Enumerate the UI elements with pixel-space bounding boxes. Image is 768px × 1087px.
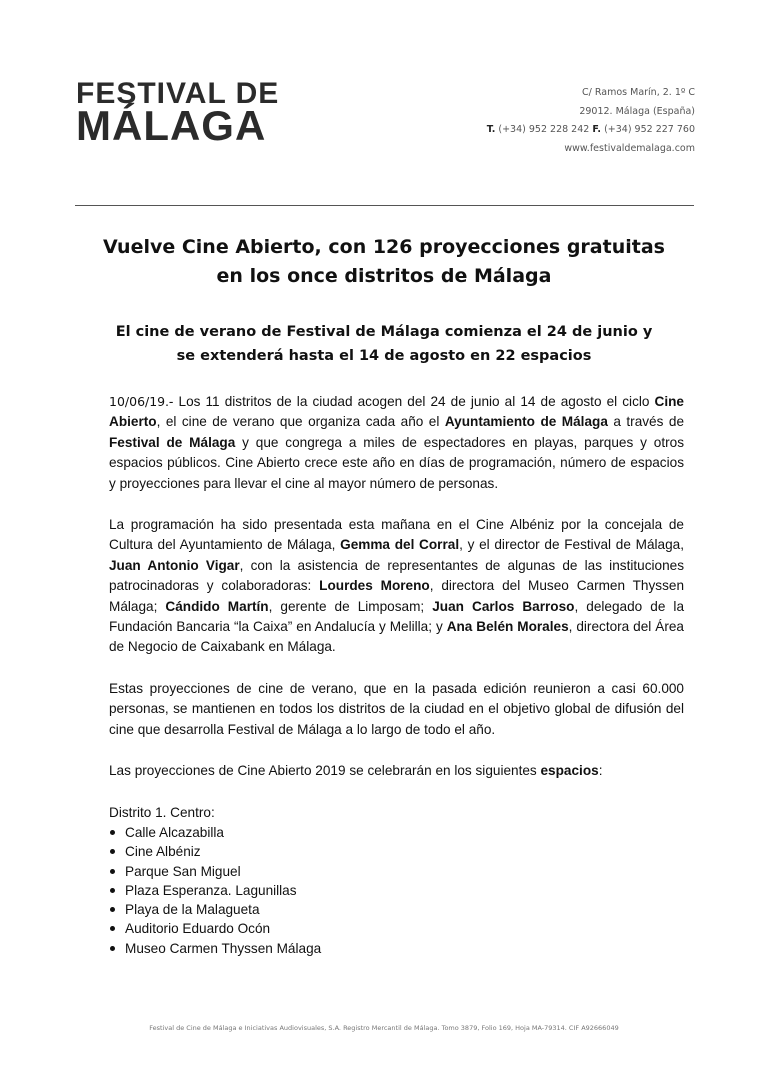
paragraph-4 [109,761,684,781]
text: .- Los 11 distritos de la ciudad acogen del 24 de junio al 14 de agosto el ciclo [165,394,655,409]
district-heading: Distrito 1. Centro: [109,804,215,820]
bold-text: Juan Carlos Barroso [432,598,575,614]
text: , con la asistencia de representantes de algunas de las instituciones patrocinadoras y colaboradoras: [109,557,684,594]
text: y que congrega a miles de espectadores en playas, parques y otros espacios públicos. Cine Abierto crece este año en días de programación, número de espacios y proyecciones para llevar el cine al mayor número de personas. [109,434,684,491]
venue: Auditorio Eduardo Ocón [125,921,271,937]
venue: Museo Carmen Thyssen Málaga [125,940,322,956]
list-item [109,842,684,861]
bold-text: Ayuntamiento de Málaga [444,414,608,430]
venue: Plaza Esperanza. Lagunillas [125,882,297,898]
text: : [598,763,603,779]
list-item [109,823,684,842]
bullet-icon [110,907,115,912]
text: , y el director de Festival de Málaga, [459,537,684,553]
address: C/ Ramos Marín, 2. 1º C [582,87,695,98]
phone-label: T. [486,124,496,135]
list-item [109,862,684,881]
fax: (+34) 952 227 760 [604,124,695,135]
text: , directora del Museo Carmen Thyssen Málaga; [109,578,685,614]
phone: (+34) 952 228 242 [498,124,590,135]
list-item [109,881,684,900]
logo-line-2: MÁLAGA [76,102,267,149]
bullet-icon [110,926,115,931]
logo-line-1: FESTIVAL DE [76,77,280,110]
paragraph-3: Estas proyecciones de cine de verano, que en la pasada edición reunieron a casi 60.000 personas, se mantienen en todos los distritos de la ciudad en el objetivo global de difusión del cine que desarrolla Festival de Málaga a lo largo de todo el año. [109,680,684,737]
paragraph-2 [109,515,684,658]
bold-text: Ana Belén Morales [446,619,569,635]
bullet-icon [110,849,115,854]
text: , directora del Área de Negocio de Caixabank en Málaga. [109,619,684,655]
bold-text: Juan Antonio Vigar [109,557,240,573]
venue: Calle Alcazabilla [125,824,224,840]
text: , el cine de verano que organiza cada año el [156,414,445,430]
website-link[interactable]: www.festivaldemalaga.com [564,142,695,154]
bold-text: Festival de Málaga [109,434,236,450]
bold-text: Cine Abierto [109,394,684,430]
bold-text: Cándido Martín [165,598,269,614]
text: a través de [607,414,685,430]
fax-label: F. [592,124,602,135]
venue-list [109,823,684,958]
festival-logo [76,77,280,149]
bold-text: Lourdes Moreno [319,578,430,594]
venue: Cine Albéniz [125,844,201,860]
bold-text: Gemma del Corral [340,537,460,553]
bullet-icon [110,869,115,874]
venue: Parque San Miguel [125,863,241,879]
list-item [109,939,684,958]
press-date: 10/06/19 [109,394,166,409]
bullet-icon [110,946,115,951]
legal-footer: Festival de Cine de Málaga e Iniciativas Audiovisuales, S.A. Registro Mercantil de Málaga. Tomo 3879, Folio 169, Hoja MA-79314. CIF A92666049 [149,1024,619,1032]
list-item [109,900,684,919]
bullet-icon [110,830,115,835]
header-divider [75,205,694,206]
contact-block [487,84,695,158]
venue: Playa de la Malagueta [125,902,260,918]
bold-text: espacios [540,763,599,779]
text: , delegado de la Fundación Bancaria “la Caixa” en Andalucía y Melilla; y [109,598,684,635]
text: , gerente de Limposam; [268,598,433,614]
phone-fax-line [487,121,695,140]
page-subtitle: El cine de verano de Festival de Málaga comienza el 24 de junio y se extenderá hasta el 14 de agosto en 22 espacios [115,324,653,364]
text: Las proyecciones de Cine Abierto 2019 se celebrarán en los siguientes [109,763,541,779]
article-body [109,392,684,958]
paragraph-1 [109,392,684,494]
city: 29012. Málaga (España) [579,105,695,117]
page-title: Vuelve Cine Abierto, con 126 proyecciones gratuitas en los once distritos de Málaga [103,236,665,287]
bullet-icon [110,888,115,893]
text: La programación ha sido presentada esta mañana en el Cine Albéniz por la concejala de Cultura del Ayuntamiento de Málaga, [109,517,684,553]
list-item [109,919,684,938]
